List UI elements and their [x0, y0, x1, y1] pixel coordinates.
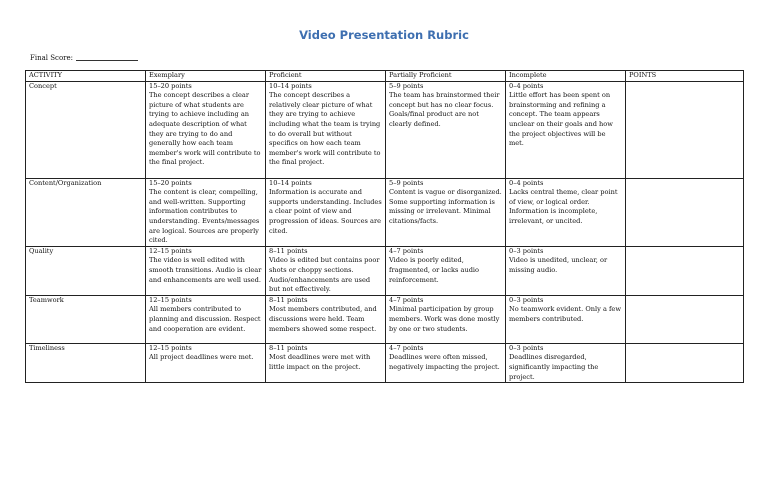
header-cell: Exemplary — [146, 71, 266, 82]
rubric-cell — [506, 343, 626, 382]
rubric-cell — [506, 246, 626, 295]
points-range: 0–4 points — [509, 81, 544, 90]
criteria-text: Video is edited but contains poor shots or choppy sections. Audio/enhancements are used but not effectively. — [269, 256, 380, 294]
criteria-text: The content is clear, compelling, and well-written. Supporting information contributes to understanding. Events/messages are logical. Sources are properly cited. — [149, 188, 260, 245]
rubric-cell — [146, 343, 266, 382]
header-cell: ACTIVITY — [26, 71, 146, 82]
rubric-cell — [386, 246, 506, 295]
rubric-cell — [146, 295, 266, 343]
points-range: 10–14 points — [269, 81, 312, 90]
rubric-table — [25, 70, 744, 383]
points-range: 4–7 points — [389, 343, 424, 352]
points-range: 12–15 points — [149, 343, 192, 352]
rubric-cell — [146, 81, 266, 178]
criteria-text: Video is unedited, unclear, or missing audio. — [509, 256, 608, 274]
points-range: 5–9 points — [389, 178, 424, 187]
rubric-cell — [146, 178, 266, 246]
criteria-text: The video is well edited with smooth transitions. Audio is clear and enhancements are well used. — [149, 256, 262, 284]
rubric-cell — [386, 295, 506, 343]
rubric-cell — [266, 246, 386, 295]
criteria-text: Deadlines disregarded, significantly impacting the project. — [509, 353, 599, 381]
criteria-text: Most members contributed, and discussions were held. Team members showed some respect. — [269, 305, 377, 333]
rubric-cell — [506, 81, 626, 178]
points-range: 15–20 points — [149, 81, 192, 90]
header-cell: POINTS — [626, 71, 744, 82]
header-cell: Partially Proficient — [386, 71, 506, 82]
table-row — [26, 246, 744, 295]
rubric-cell — [146, 246, 266, 295]
criteria-text: Little effort has been spent on brainstorming and refining a concept. The team appears unclear on their goals and how the project objectives will be met. — [509, 91, 613, 148]
final-score-blank-line — [76, 60, 138, 61]
points-range: 0–3 points — [509, 246, 544, 255]
criteria-text: Minimal participation by group members. Work was done mostly by one or two students. — [389, 305, 500, 333]
criteria-text: The concept describes a relatively clear picture of what they are trying to achieve including what the team is trying to do overall but without specifics on how each team member's work will contribute to the final project. — [269, 91, 381, 167]
rubric-cell — [386, 81, 506, 178]
activity-cell: Content/Organization — [26, 178, 146, 246]
criteria-text: The team has brainstormed their concept but has no clear focus. Goals/final product are not clearly defined. — [389, 91, 500, 128]
activity-cell: Quality — [26, 246, 146, 295]
criteria-text: All members contributed to planning and discussion. Respect and cooperation are evident. — [149, 305, 261, 333]
header-row — [26, 71, 744, 82]
criteria-text: The concept describes a clear picture of what students are trying to achieve including an adequate description of what they are trying to do and generally how each team member's work will contribute to the final project. — [149, 91, 261, 167]
header-cell: Proficient — [266, 71, 386, 82]
table-row — [26, 178, 744, 246]
points-range: 0–4 points — [509, 178, 544, 187]
points-range: 8–11 points — [269, 343, 308, 352]
criteria-text: Most deadlines were met with little impact on the project. — [269, 353, 371, 371]
criteria-text: No teamwork evident. Only a few members contributed. — [509, 305, 621, 323]
points-range: 4–7 points — [389, 246, 424, 255]
criteria-text: Deadlines were often missed, negatively impacting the project. — [389, 353, 500, 371]
points-range: 12–15 points — [149, 246, 192, 255]
rubric-cell — [386, 343, 506, 382]
activity-cell: Timeliness — [26, 343, 146, 382]
table-row — [26, 295, 744, 343]
criteria-text: Video is poorly edited, fragmented, or lacks audio reinforcement. — [389, 256, 480, 284]
activity-cell: Teamwork — [26, 295, 146, 343]
criteria-text: Information is accurate and supports understanding. Includes a clear point of view and progression of ideas. Sources are cited. — [269, 188, 382, 235]
points-range: 8–11 points — [269, 295, 308, 304]
points-range: 4–7 points — [389, 295, 424, 304]
points-range: 15–20 points — [149, 178, 192, 187]
points-cell — [626, 343, 744, 382]
points-cell — [626, 178, 744, 246]
points-cell — [626, 295, 744, 343]
rubric-cell — [266, 81, 386, 178]
activity-cell: Concept — [26, 81, 146, 178]
rubric-cell — [266, 343, 386, 382]
table-row — [26, 343, 744, 382]
rubric-cell — [386, 178, 506, 246]
rubric-cell — [506, 295, 626, 343]
points-range: 8–11 points — [269, 246, 308, 255]
points-range: 10–14 points — [269, 178, 312, 187]
final-score-label: Final Score: — [30, 54, 74, 62]
criteria-text: All project deadlines were met. — [149, 353, 254, 362]
header-cell: Incomplete — [506, 71, 626, 82]
criteria-text: Lacks central theme, clear point of view, or logical order. Information is incomplete, irrelevant, or uncited. — [509, 188, 618, 225]
criteria-text: Content is vague or disorganized. Some supporting information is missing or irrelevant. Minimal citations/facts. — [389, 188, 502, 225]
points-range: 5–9 points — [389, 81, 424, 90]
points-cell — [626, 81, 744, 178]
page-title: Video Presentation Rubric — [299, 28, 469, 42]
rubric-cell — [266, 178, 386, 246]
rubric-cell — [266, 295, 386, 343]
table-row — [26, 81, 744, 178]
rubric-cell — [506, 178, 626, 246]
points-cell — [626, 246, 744, 295]
points-range: 0–3 points — [509, 295, 544, 304]
final-score-field — [30, 54, 138, 62]
points-range: 12–15 points — [149, 295, 192, 304]
points-range: 0–3 points — [509, 343, 544, 352]
